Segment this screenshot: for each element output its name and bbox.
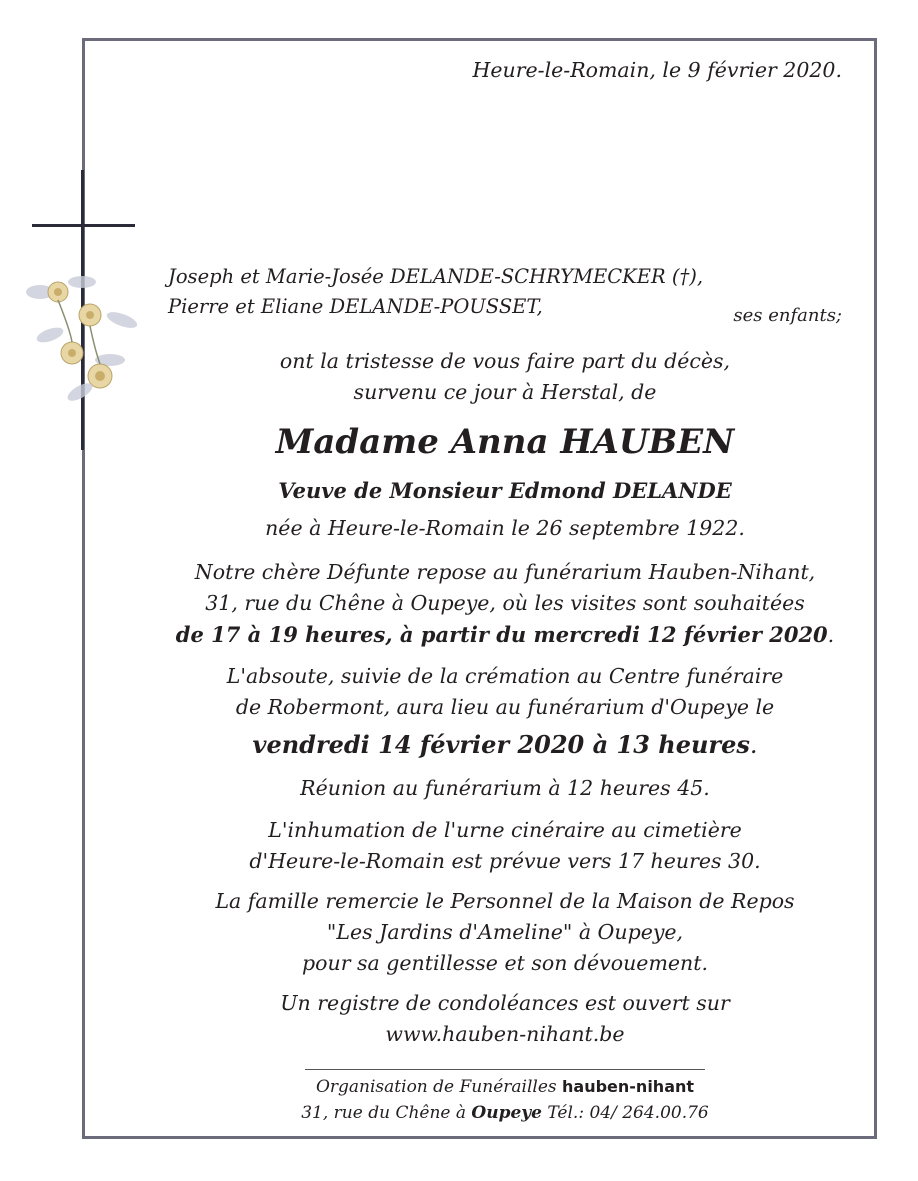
place-date: Heure-le-Romain, le 9 février 2020. xyxy=(472,58,842,82)
thanks xyxy=(82,886,918,979)
birth-info: née à Heure-le-Romain le 26 septembre 1922. xyxy=(265,516,745,540)
family-list xyxy=(168,262,703,322)
thanks-line-2: "Les Jardins d'Ameline" à Oupeye, xyxy=(326,920,684,944)
cross-with-roses xyxy=(20,170,150,460)
service-line-1: L'absoute, suivie de la crémation au Centre funéraire xyxy=(226,664,784,688)
visitation-line-1: Notre chère Défunte repose au funérarium Hauben-Nihant, xyxy=(194,560,816,584)
intro-line-1: ont la tristesse de vous faire part du décès, xyxy=(279,349,731,373)
register-url[interactable]: www.hauben-nihant.be xyxy=(385,1022,625,1046)
burial-line-2: d'Heure-le-Romain est prévue vers 17 heures 30. xyxy=(249,849,761,873)
service-line-2: de Robermont, aura lieu au funérarium d'Oupeye le xyxy=(235,695,775,719)
visitation-line-3: de 17 à 19 heures, à partir du mercredi 12 février 2020. xyxy=(175,622,835,647)
meeting: Réunion au funérarium à 12 heures 45. xyxy=(300,776,710,800)
thanks-line-1: La famille remercie le Personnel de la Maison de Repos xyxy=(215,889,795,913)
visitation-line-2: 31, rue du Chêne à Oupeye, où les visites sont souhaitées xyxy=(205,591,805,615)
visitation xyxy=(82,557,918,651)
service-date: vendredi 14 février 2020 à 13 heures. xyxy=(252,730,758,759)
intro xyxy=(82,346,918,408)
family-relation: ses enfants; xyxy=(733,305,842,326)
burial-line-1: L'inhumation de l'urne cinéraire au cimetière xyxy=(268,818,742,842)
thanks-line-3: pour sa gentillesse et son dévouement. xyxy=(302,951,708,975)
register xyxy=(82,988,918,1050)
family-line-2: Pierre et Eliane DELANDE-POUSSET, xyxy=(168,295,543,318)
widow-of: Veuve de Monsieur Edmond DELANDE xyxy=(278,478,732,503)
deceased-name: Madame Anna HAUBEN xyxy=(275,422,735,462)
register-line-1: Un registre de condoléances est ouvert sur xyxy=(280,991,730,1015)
visitation-hours: de 17 à 19 heures, à partir du mercredi 12 février 2020 xyxy=(175,622,828,647)
brand-logo: hauben-nihant xyxy=(562,1077,695,1096)
family-line-1: Joseph et Marie-Josée DELANDE-SCHRYMECKER (†), xyxy=(168,265,704,288)
service xyxy=(82,661,918,723)
cross-icon xyxy=(20,170,150,460)
footer xyxy=(82,1074,918,1126)
footer-divider xyxy=(305,1069,705,1070)
intro-line-2: survenu ce jour à Herstal, de xyxy=(353,380,657,404)
footer-line-2: 31, rue du Chêne à Oupeye Tél.: 04/ 264.00.76 xyxy=(301,1103,709,1123)
burial xyxy=(82,815,918,877)
footer-line-1: Organisation de Funérailles hauben-nihant xyxy=(315,1077,695,1097)
